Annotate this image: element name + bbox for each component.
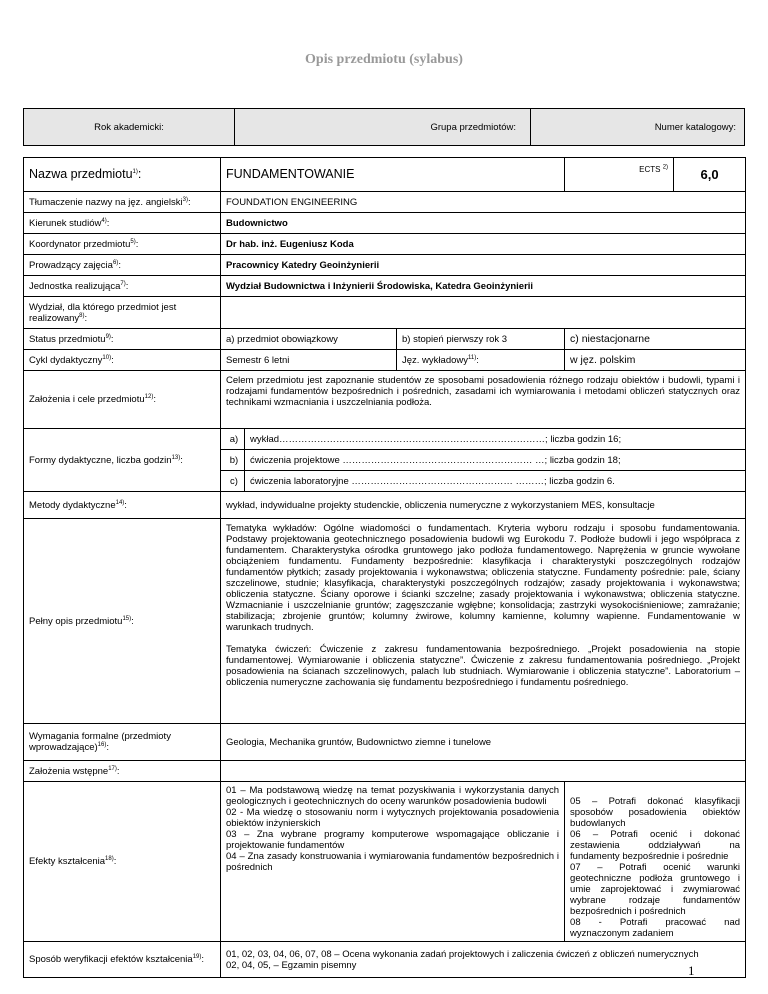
sposob-value: 01, 02, 03, 04, 06, 07, 08 – Ocena wykonania zadań projektowych i zaliczenia ćwiczeń z obliczeń numerycznych 02, 04, 05, – Egzamin pisemny <box>221 942 746 978</box>
prowadzacy-label: Prowadzący zajęcia$^{6)}$: <box>24 255 221 276</box>
translation-value: FOUNDATION ENGINEERING <box>221 192 746 213</box>
kierunek-label: Kierunek studiów$^{4)}$: <box>24 213 221 234</box>
pelny-value <box>221 519 746 724</box>
rok-akademicki-label: Rok akademicki: <box>24 109 235 146</box>
pelny-label: Pełny opis przedmiotu$^{15)}$: <box>24 519 221 724</box>
jezyk-value: w jęz. polskim <box>565 350 746 371</box>
wydzial-label: Wydział, dla którego przedmiot jest realizowany$^{8)}$: <box>24 297 221 329</box>
jednostka-value: Wydział Budownictwa i Inżynierii Środowiska, Katedra Geoinżynierii <box>221 276 746 297</box>
formy-label: Formy dydaktyczne, liczba godzin$^{13)}$: <box>24 429 221 492</box>
pelny-wyklady: Tematyka wykładów: Ogólne wiadomości o fundamentach. Kryteria wyboru rodzaju i sposobu fundamentowania. Podstawy projektowania geotechnicznego posadowienia budowli wg Eurokodu 7. Podłoże budowli i jego współpraca z fundamentem. Charakterystyka ośrodka gruntowego jako podłoża fundamentowego. Naprężenia w gruncie wywołane obciążeniem fundamentu. Fundamenty bezpośrednie: klasyfikacja i charakterystyki poszczególnych rodzajów fundamentów płytkich; zasady projektowania i wykonawstwa; obliczenia statyczne. Fundamenty pośrednie: pale, ściany szczelinowe, studnie; klasyfikacja, charakterystyki poszczególnych rodzajów; zasady projektowania i wykonawstwa; obliczenia statyczne. Ściany oporowe i ścianki szczelne; zasady projektowania i wykonawstwa; obliczenia statyczne. Wzmacnianie i uszczelnianie gruntów; zagęszczanie wgłębne; konsolidacja; zastrzyki wysokociśnieniowe; zamrażanie; stabilizacja; zbrojenie gruntów; kolumny żwirowe, kolumny kamienne, kolumny wapienne. Fundamentowanie w warunkach trudnych. <box>226 523 741 633</box>
top-bar <box>23 108 745 146</box>
efekty-left: 01 – Ma podstawową wiedzę na temat pozyskiwania i wykorzystania danych geologicznych i geotechnicznych do oceny warunków posadowienia budowli 02 - Ma wiedzę o stosowaniu norm i wytycznych projektowania posadowienia obiektów inżynierskich 03 – Zna wybrane programy komputerowe wspomagające obliczanie i projektowanie fundamentów 04 – Zna zasady konstruowania i wymiarowania fundamentów bezpośrednich i pośrednich <box>221 782 565 942</box>
page-header: Opis przedmiotu (sylabus) <box>305 52 463 67</box>
wymagania-label: Wymagania formalne (przedmioty wprowadzające)$^{16)}$: <box>24 724 221 761</box>
formy-text-a: wykład…………………………………………………………………………; liczba godzin 16; <box>245 429 746 450</box>
status-c: c) niestacjonarne <box>565 329 746 350</box>
wydzial-value <box>221 297 746 329</box>
formy-text-c: ćwiczenia laboratoryjne …………………………………………… ………; liczba godzin 6. <box>245 471 746 492</box>
koordynator-value: Dr hab. inż. Eugeniusz Koda <box>221 234 746 255</box>
zalozenia-wstepne-label: Założenia wstępne$^{17)}$: <box>24 761 221 782</box>
pelny-cwiczenia: Tematyka ćwiczeń: Ćwiczenie z zakresu fundamentowania bezpośredniego. „Projekt posadowienia na stopie fundamentowej. Wymiarowanie i obliczenia statyczne”. Ćwiczenie z zakresu fundamentowania pośredniego. „Projekt posadowienia na ścianach szczelinowych, palach lub studniach. Wymiarowanie i obliczenia statyczne”. Laboratorium – obliczenia numeryczne zachowania się fundamentu bezpośredniego i fundamentu pośredniego. <box>226 644 741 688</box>
syllabus-table <box>23 157 746 978</box>
course-name: FUNDAMENTOWANIE <box>221 158 565 192</box>
translation-label: Tłumaczenie nazwy na jęz. angielski$^{3)}$: <box>24 192 221 213</box>
zalozenia-wstepne-value <box>221 761 746 782</box>
jezyk-label: Jęz. wykładowy$^{11)}$: <box>397 350 565 371</box>
page-number: 1 <box>688 963 695 978</box>
zalozenia-value: Celem przedmiotu jest zapoznanie studentów ze sposobami posadowienia różnego rodzaju obiektów i budowli, typami i rodzajami fundamentów bezpośrednich i pośrednich, zasadami ich wymiarowania i metodami obliczeń statycznych oraz technikami wzmacniania i uszczelniania podłoża. <box>221 371 746 429</box>
status-b: b) stopień pierwszy rok 3 <box>397 329 565 350</box>
status-label: Status przedmiotu$^{9)}$: <box>24 329 221 350</box>
metody-value: wykład, indywidualne projekty studenckie, obliczenia numeryczne z wykorzystaniem MES, konsultacje <box>221 492 746 519</box>
formy-letter-a: a) <box>221 429 245 450</box>
grupa-label: Grupa przedmiotów: <box>235 109 531 146</box>
efekty-right: 05 – Potrafi dokonać klasyfikacji sposobów posadowienia obiektów budowlanych 06 – Potrafi ocenić i dokonać zestawienia oddziaływań na fundamenty bezpośrednie i pośrednie 07 – Potrafi ocenić warunki geotechniczne podłoża gruntowego i umie zaprojektować i zwymiarować wybrane rodzaje fundamentów bezpośrednich i pośrednich 08 - Potrafi pracować nad wyznaczonym zadaniem <box>565 782 746 942</box>
ects-label: ECTS $^{2)}$ <box>565 158 674 192</box>
kierunek-value: Budownictwo <box>221 213 746 234</box>
koordynator-label: Koordynator przedmiotu$^{5)}$: <box>24 234 221 255</box>
cykl-label: Cykl dydaktyczny$^{10)}$: <box>24 350 221 371</box>
course-name-label: Nazwa przedmiotu$^{1)}$: <box>24 158 221 192</box>
metody-label: Metody dydaktyczne$^{14)}$: <box>24 492 221 519</box>
ects-value: 6,0 <box>674 158 746 192</box>
jednostka-label: Jednostka realizująca$^{7)}$: <box>24 276 221 297</box>
cykl-value: Semestr 6 letni <box>221 350 397 371</box>
wymagania-value: Geologia, Mechanika gruntów, Budownictwo ziemne i tunelowe <box>221 724 746 761</box>
zalozenia-label: Założenia i cele przedmiotu$^{12)}$: <box>24 371 221 429</box>
status-a: a) przedmiot obowiązkowy <box>221 329 397 350</box>
efekty-label: Efekty kształcenia$^{18)}$: <box>24 782 221 942</box>
sposob-label: Sposób weryfikacji efektów kształcenia$^{19)}$: <box>24 942 221 978</box>
prowadzacy-value: Pracownicy Katedry Geoinżynierii <box>221 255 746 276</box>
formy-letter-c: c) <box>221 471 245 492</box>
numer-label: Numer katalogowy: <box>531 109 745 146</box>
formy-text-b: ćwiczenia projektowe …………………………………………………… …; liczba godzin 18; <box>245 450 746 471</box>
formy-letter-b: b) <box>221 450 245 471</box>
